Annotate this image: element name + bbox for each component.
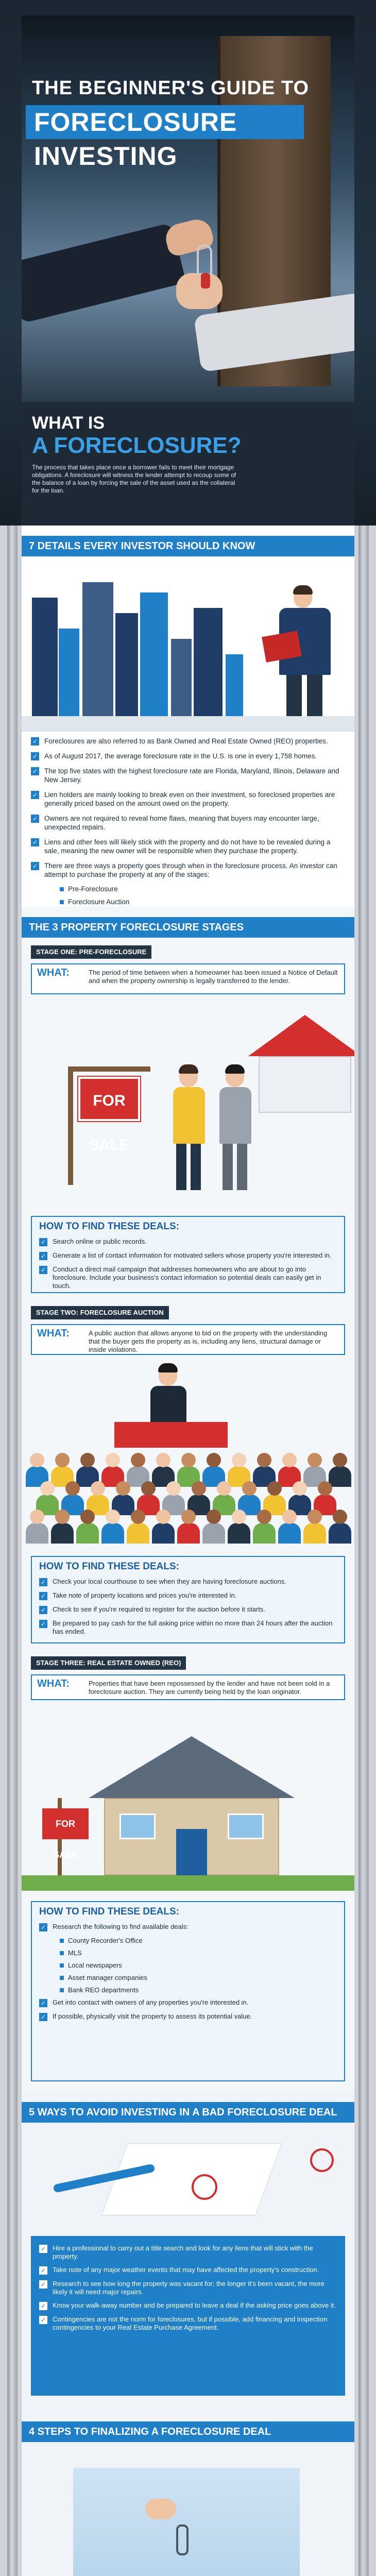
check-icon: ✓: [39, 1592, 47, 1600]
for-sale-sign: FOR SALE: [42, 1808, 89, 1839]
crowd-head: [181, 1510, 196, 1524]
stage-two-what-box: [31, 1324, 345, 1355]
find-item: ✓ Conduct a direct mail campaign that addresses homeowners who are about to go into foreclosure. Include your business's contact information so potential deals can easily get in touch.: [39, 1265, 337, 1290]
title-band: [22, 77, 354, 171]
detail-item: ✓ The top five states with the highest foreclosure rate are Florida, Maryland, Illinois, Delaware and New Jersey.: [31, 767, 345, 784]
check-icon: ✓: [31, 791, 39, 799]
crowd-body: [202, 1523, 225, 1544]
crowd-head: [307, 1510, 322, 1524]
avoid-item: ✓ Know your walk-away number and be prepared to leave a deal if the asking price goes above it.: [39, 2301, 337, 2310]
check-icon: ✓: [31, 737, 39, 745]
crowd-body: [228, 1523, 250, 1544]
what-label: WHAT:: [37, 1328, 70, 1339]
stage-one-illustration: [22, 999, 354, 1206]
what-label: WHAT:: [37, 1678, 70, 1689]
find-item: ✓ Search online or public records.: [39, 1238, 337, 1246]
find-item: ✓ Check your local courthouse to see when they are having foreclosure auctions.: [39, 1578, 337, 1586]
auction-crowd-illustration: [22, 1360, 354, 1546]
crowd-head: [30, 1453, 44, 1467]
detail-item: ✓ Lien holders are mainly looking to break even on their investment, so foreclosed properties are generally priced based on the amount owed on the property.: [31, 790, 345, 808]
for-sale-sign: FOR SALE: [78, 1077, 140, 1121]
crowd-head: [217, 1481, 231, 1496]
stage-two-bar: STAGE TWO: FORECLOSURE AUCTION: [31, 1306, 169, 1319]
stage-two-find-box: [31, 1556, 345, 1643]
check-icon: ✓: [31, 862, 39, 870]
source-sub-item: Bank REO departments: [60, 1986, 337, 1994]
crowd-head: [55, 1453, 70, 1467]
agent-figure: [217, 1066, 253, 1195]
crowd-head: [232, 1510, 246, 1524]
reo-house-illustration: [22, 1705, 354, 1891]
crowd-head: [80, 1453, 95, 1467]
crowd-body: [152, 1523, 175, 1544]
crowd-body: [76, 1523, 99, 1544]
crowd-head: [80, 1510, 95, 1524]
avoid-item: ✓ Take note of any major weather events that may have affected the property's construction.: [39, 2266, 337, 2275]
crowd-body: [51, 1523, 74, 1544]
investor-reading-illustration: [264, 587, 346, 716]
find-item: ✓ If possible, physically visit the property to assess its potential value.: [39, 2012, 337, 2021]
source-sub-item: Local newspapers: [60, 1961, 337, 1969]
check-icon: ✓: [39, 1252, 47, 1260]
crowd-head: [257, 1510, 271, 1524]
crowd-head: [307, 1453, 322, 1467]
title-line-1: THE BEGINNER'S GUIDE TO: [32, 77, 310, 99]
key-icon: [176, 2524, 189, 2555]
crowd-head: [91, 1481, 105, 1496]
crowd-head: [333, 1510, 347, 1524]
crowd-head: [207, 1453, 221, 1467]
foreclosure-question-heading: A FORECLOSURE?: [32, 433, 242, 458]
detail-item: ✓ Liens and other fees will likely stick with the property and do not have to be revealed during a sale, meaning the new owner will be responsible when they purchase the property.: [31, 838, 345, 855]
crowd-head: [257, 1453, 271, 1467]
foreclosure-definition: The process that takes place once a borrower fails to meet their mortgage obligations. A foreclosure will witness the lender attempt to recoup some of the balance of a loan by forcing the sale of the asset used as the collateral for the loan.: [32, 464, 236, 494]
stage-two-what-text: A public auction that allows anyone to bid on the property with the understanding that the buyer gets the property as is, including any liens, structural damage or inside violations.: [89, 1329, 328, 1353]
stage-one-bar: STAGE ONE: PRE-FORECLOSURE: [31, 945, 151, 959]
check-icon: ✓: [39, 2280, 47, 2289]
crowd-body: [329, 1466, 351, 1487]
contract-pen-illustration: [22, 2128, 354, 2226]
crowd-body: [177, 1523, 200, 1544]
check-icon: ✓: [39, 1620, 47, 1628]
house-roof-icon: [248, 1015, 354, 1056]
city-skyline-illustration: [22, 567, 354, 732]
check-icon: ✓: [39, 1578, 47, 1586]
crowd-head: [106, 1510, 120, 1524]
seal-icon: [192, 2174, 217, 2200]
check-icon: ✓: [39, 1238, 47, 1246]
crowd-head: [166, 1481, 181, 1496]
check-icon: ✓: [39, 1923, 47, 1931]
crowd-head: [156, 1453, 170, 1467]
source-sub-item: MLS: [60, 1949, 337, 1957]
avoid-list-box: [31, 2236, 345, 2396]
detail-item: ✓ As of August 2017, the average foreclosure rate in the U.S. is one in every 1,758 homes.: [31, 752, 345, 760]
crowd-head: [141, 1481, 156, 1496]
check-icon: ✓: [39, 2013, 47, 2021]
roof-icon: [89, 1736, 295, 1798]
stage-one-what-box: [31, 963, 345, 994]
crowd-head: [282, 1453, 297, 1467]
crowd-head: [131, 1510, 145, 1524]
avoid-item: ✓ Hire a professional to carry out a title search and look for any liens that will stick with the property.: [39, 2244, 337, 2261]
title-line-2: FORECLOSURE INVESTING: [26, 105, 304, 139]
hand-icon: [145, 2499, 176, 2519]
detail-item: ✓ Owners are not required to reveal home flaws, meaning that buyers may encounter large, unexpected repairs.: [31, 814, 345, 832]
crowd-head: [106, 1453, 120, 1467]
stage-three-what-text: Properties that have been repossessed by the lender and have not been sold in a foreclosure auction. They are currently being held by the loan originator.: [89, 1680, 330, 1696]
check-icon: ✓: [39, 2316, 47, 2324]
crowd-head: [30, 1510, 44, 1524]
house-icon: [259, 1056, 351, 1113]
check-icon: ✓: [39, 2302, 47, 2310]
detail-item: ✓ There are three ways a property goes through when in the foreclosure process. An investor can attempt to purchase the property at any of the stages:: [31, 861, 345, 879]
finalize-section-header: 4 STEPS TO FINALIZING A FORECLOSURE DEAL: [22, 2421, 354, 2442]
what-label: WHAT:: [37, 967, 70, 978]
check-icon: ✓: [39, 2245, 47, 2253]
crowd-body: [101, 1523, 124, 1544]
find-item: ✓ Get into contact with owners of any properties you're interested in.: [39, 1998, 337, 2007]
crowd-head: [40, 1481, 55, 1496]
stage-sub-item: Foreclosure Auction: [60, 898, 345, 906]
crowd-head: [55, 1510, 70, 1524]
find-item: ✓ Generate a list of contact information for motivated sellers whose property you're interested in.: [39, 1251, 337, 1260]
door-icon: [176, 1829, 207, 1875]
crowd-head: [131, 1453, 145, 1467]
podium: [114, 1422, 228, 1448]
crowd-head: [232, 1453, 246, 1467]
avoid-item: ✓ Contingencies are not the norm for foreclosures, but if possible, add financing and inspection contingencies to your Real Estate Purchase Agreement.: [39, 2315, 337, 2332]
find-item: ✓ Research the following to find available deals:: [39, 1923, 337, 1931]
stage-one-find-box: [31, 1216, 345, 1293]
source-sub-item: Asset manager companies: [60, 1974, 337, 1981]
contract-document: [101, 2143, 282, 2215]
find-item: ✓ Check to see if you're required to register for the auction before it starts.: [39, 1605, 337, 1614]
avoid-section-header: 5 WAYS TO AVOID INVESTING IN A BAD FORECLOSURE DEAL: [22, 2102, 354, 2123]
detail-item: ✓ Foreclosures are also referred to as Bank Owned and Real Estate Owned (REO) properties.: [31, 737, 345, 745]
find-deals-heading: HOW TO FIND THESE DEALS:: [39, 1906, 179, 1917]
stage-three-find-box: [31, 1901, 345, 2081]
stage-three-what-box: [31, 1674, 345, 1700]
crowd-body: [329, 1523, 351, 1544]
what-is-heading: WHAT IS: [32, 413, 105, 433]
crowd-body: [26, 1523, 48, 1544]
buyer-figure: [171, 1066, 207, 1195]
crowd-head: [192, 1481, 206, 1496]
crowd-head: [207, 1510, 221, 1524]
avoid-item: ✓ Research to see how long the property was vacant for; the longer it's been vacant, the more likely it will need major repairs.: [39, 2280, 337, 2296]
stage-three-bar: STAGE THREE: REAL ESTATE OWNED (REO): [31, 1656, 186, 1670]
crowd-head: [181, 1453, 196, 1467]
check-icon: ✓: [31, 767, 39, 775]
crowd-head: [116, 1481, 130, 1496]
check-icon: ✓: [31, 815, 39, 823]
find-deals-heading: HOW TO FIND THESE DEALS:: [39, 1221, 179, 1232]
check-icon: ✓: [39, 1999, 47, 2007]
stage-sub-item: Pre-Foreclosure: [60, 885, 345, 893]
stages-section-header: THE 3 PROPERTY FORECLOSURE STAGES: [22, 917, 354, 938]
crowd-body: [278, 1523, 301, 1544]
crowd-head: [65, 1481, 80, 1496]
source-sub-item: County Recorder's Office: [60, 1937, 337, 1944]
stage-one-what-text: The period of time between when a homeowner has been issued a Notice of Default and when the property ownership is legally transferred to the lender.: [89, 969, 338, 985]
crowd-head: [333, 1453, 347, 1467]
crowd-head: [318, 1481, 332, 1496]
crowd-head: [267, 1481, 282, 1496]
what-is-foreclosure-panel: [22, 407, 354, 526]
crowd-head: [282, 1510, 297, 1524]
details-section-header: 7 DETAILS EVERY INVESTOR SHOULD KNOW: [22, 536, 354, 556]
find-item: ✓ Be prepared to pay cash for the full asking price within no more than 24 hours after the auction has ended.: [39, 1619, 337, 1636]
hero-photo-key-handover: [22, 15, 354, 402]
check-icon: ✓: [39, 1606, 47, 1614]
find-deals-heading: HOW TO FIND THESE DEALS:: [39, 1561, 179, 1572]
crowd-body: [127, 1523, 149, 1544]
no-sign-icon: [310, 2148, 334, 2172]
check-icon: ✓: [39, 1266, 47, 1274]
find-item: ✓ Take note of property locations and prices you're interested in.: [39, 1591, 337, 1600]
crowd-head: [156, 1510, 170, 1524]
crowd-body: [253, 1523, 276, 1544]
crowd-head: [293, 1481, 307, 1496]
handover-house-illustration: [22, 2447, 354, 2576]
crowd-body: [303, 1523, 326, 1544]
crowd-head: [242, 1481, 257, 1496]
house-key-icon: [197, 245, 212, 276]
check-icon: ✓: [31, 838, 39, 846]
check-icon: ✓: [31, 752, 39, 760]
check-icon: ✓: [39, 2266, 47, 2275]
